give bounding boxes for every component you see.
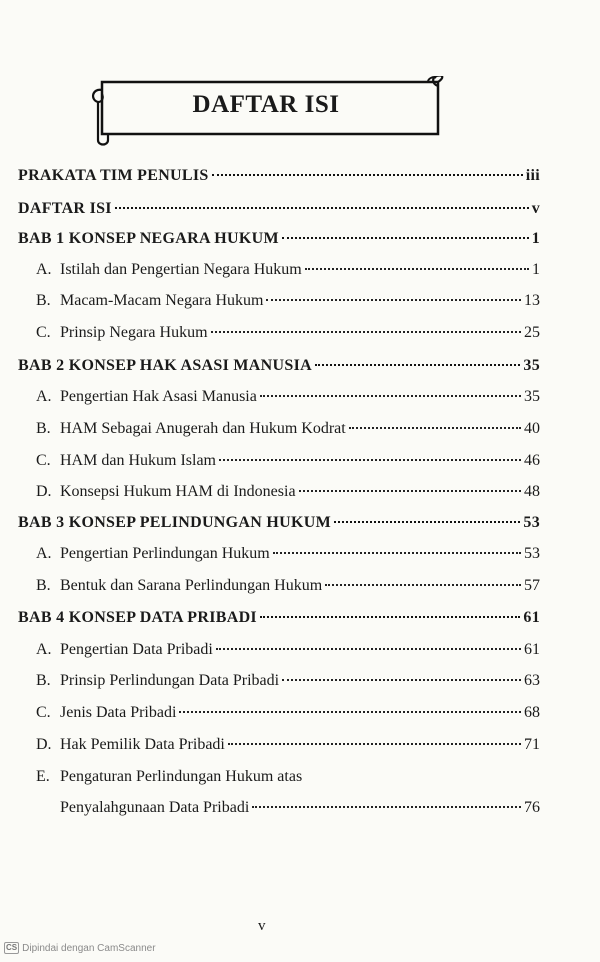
toc-page-number: 46 [524, 452, 540, 469]
toc-chapter [18, 229, 540, 249]
toc-entry-letter: A. [36, 261, 52, 278]
watermark-text: Dipindai dengan CamScanner [22, 942, 156, 954]
dot-leader [315, 364, 520, 366]
title-banner [88, 76, 444, 148]
dot-leader [219, 459, 521, 461]
dot-leader [115, 207, 529, 209]
dot-leader [216, 648, 521, 650]
toc-entry-letter: A. [36, 545, 52, 562]
toc-page-number: 68 [524, 704, 540, 721]
toc-page-number: 53 [524, 545, 540, 562]
toc-entry-letter: C. [36, 452, 51, 469]
toc-entry-label: Prinsip Negara Hukum [60, 324, 208, 341]
toc-page-number: 71 [524, 736, 540, 753]
toc-page-number: 35 [523, 357, 540, 374]
toc-page-number: iii [525, 167, 540, 184]
camscanner-logo-icon: CS [6, 943, 18, 952]
toc-chapter [18, 608, 540, 628]
toc-page-number: 35 [524, 388, 540, 405]
toc-entry [36, 387, 540, 407]
toc-page-number: 76 [524, 799, 540, 816]
toc-page-number: 40 [524, 420, 540, 437]
toc-page-number: v [531, 200, 540, 217]
toc-entry-label: Bentuk dan Sarana Perlindungan Hukum [60, 577, 323, 594]
toc-page-number: 1 [531, 230, 540, 247]
toc-chapter [18, 356, 540, 376]
toc-entry [36, 419, 540, 439]
dot-leader [260, 395, 521, 397]
dot-leader [266, 299, 521, 301]
toc-page-number: 48 [524, 483, 540, 500]
dot-leader [282, 237, 529, 239]
dot-leader [228, 743, 521, 745]
dot-leader [260, 616, 520, 618]
toc-entry-label: Istilah dan Pengertian Negara Hukum [60, 261, 302, 278]
toc-entry [36, 576, 540, 596]
toc-entry-label: Konsepsi Hukum HAM di Indonesia [60, 483, 296, 500]
toc-entry [36, 703, 540, 723]
scanner-watermark [4, 942, 156, 954]
toc-entry-letter: B. [36, 672, 51, 689]
toc-entry-letter: A. [36, 388, 52, 405]
toc-chapter [18, 199, 540, 219]
toc-entry-label: Pengaturan Perlindungan Hukum atas [60, 768, 303, 785]
toc-entry-label: BAB 4 KONSEP DATA PRIBADI [18, 609, 257, 626]
toc-entry [36, 451, 540, 471]
toc-entry-letter: C. [36, 704, 51, 721]
toc-entry [36, 482, 540, 502]
toc-entry-letter: B. [36, 577, 51, 594]
dot-leader [273, 552, 521, 554]
toc-entry-label: Hak Pemilik Data Pribadi [60, 736, 225, 753]
toc-entry-label: Jenis Data Pribadi [60, 704, 177, 721]
toc-entry-letter: D. [36, 483, 52, 500]
toc-entry-letter: E. [36, 768, 50, 785]
toc-page-number: 57 [524, 577, 540, 594]
toc-entry [36, 640, 540, 660]
toc-entry-letter: A. [36, 641, 52, 658]
toc-page-number: 61 [523, 609, 540, 626]
toc-entry [36, 260, 540, 280]
toc-entry [36, 767, 302, 787]
dot-leader [349, 427, 521, 429]
toc-entry-label: Penyalahgunaan Data Pribadi [60, 799, 250, 816]
toc-entry-label: BAB 2 KONSEP HAK ASASI MANUSIA [18, 357, 312, 374]
toc-chapter [18, 166, 540, 186]
toc-entry [60, 798, 540, 818]
toc-entry [36, 323, 540, 343]
toc-entry-label: Pengertian Perlindungan Hukum [60, 545, 270, 562]
toc-entry-label: PRAKATA TIM PENULIS [18, 167, 209, 184]
toc-page-number: 25 [524, 324, 540, 341]
dot-leader [252, 806, 521, 808]
toc-page-number: 63 [524, 672, 540, 689]
dot-leader [305, 268, 529, 270]
toc-entry [36, 671, 540, 691]
dot-leader [179, 711, 521, 713]
toc-entry-label: Pengertian Hak Asasi Manusia [60, 388, 257, 405]
toc-page-number: 53 [523, 514, 540, 531]
toc-entry-letter: C. [36, 324, 51, 341]
toc-entry-label: BAB 1 KONSEP NEGARA HUKUM [18, 230, 279, 247]
dot-leader [282, 679, 521, 681]
toc-entry-letter: B. [36, 292, 51, 309]
toc-page-number: 1 [532, 261, 540, 278]
dot-leader [212, 174, 523, 176]
toc-entry [36, 735, 540, 755]
toc-entry [36, 291, 540, 311]
dot-leader [334, 521, 520, 523]
toc-entry [36, 544, 540, 564]
dot-leader [211, 331, 521, 333]
dot-leader [325, 584, 521, 586]
toc-entry-letter: B. [36, 420, 51, 437]
page-number: v [258, 918, 266, 934]
toc-entry-label: Pengertian Data Pribadi [60, 641, 213, 658]
dot-leader [299, 490, 521, 492]
page-title: DAFTAR ISI [192, 91, 340, 118]
toc-entry-label: Macam-Macam Negara Hukum [60, 292, 264, 309]
toc-entry-label: Prinsip Perlindungan Data Pribadi [60, 672, 280, 689]
toc-entry-label: DAFTAR ISI [18, 200, 112, 217]
toc-page-number: 13 [524, 292, 540, 309]
toc-entry-label: BAB 3 KONSEP PELINDUNGAN HUKUM [18, 514, 332, 531]
toc-entry-label: HAM dan Hukum Islam [60, 452, 216, 469]
toc-entry-label: HAM Sebagai Anugerah dan Hukum Kodrat [60, 420, 346, 437]
toc-page-number: 61 [524, 641, 540, 658]
toc-chapter [18, 513, 540, 533]
toc-entry-letter: D. [36, 736, 52, 753]
